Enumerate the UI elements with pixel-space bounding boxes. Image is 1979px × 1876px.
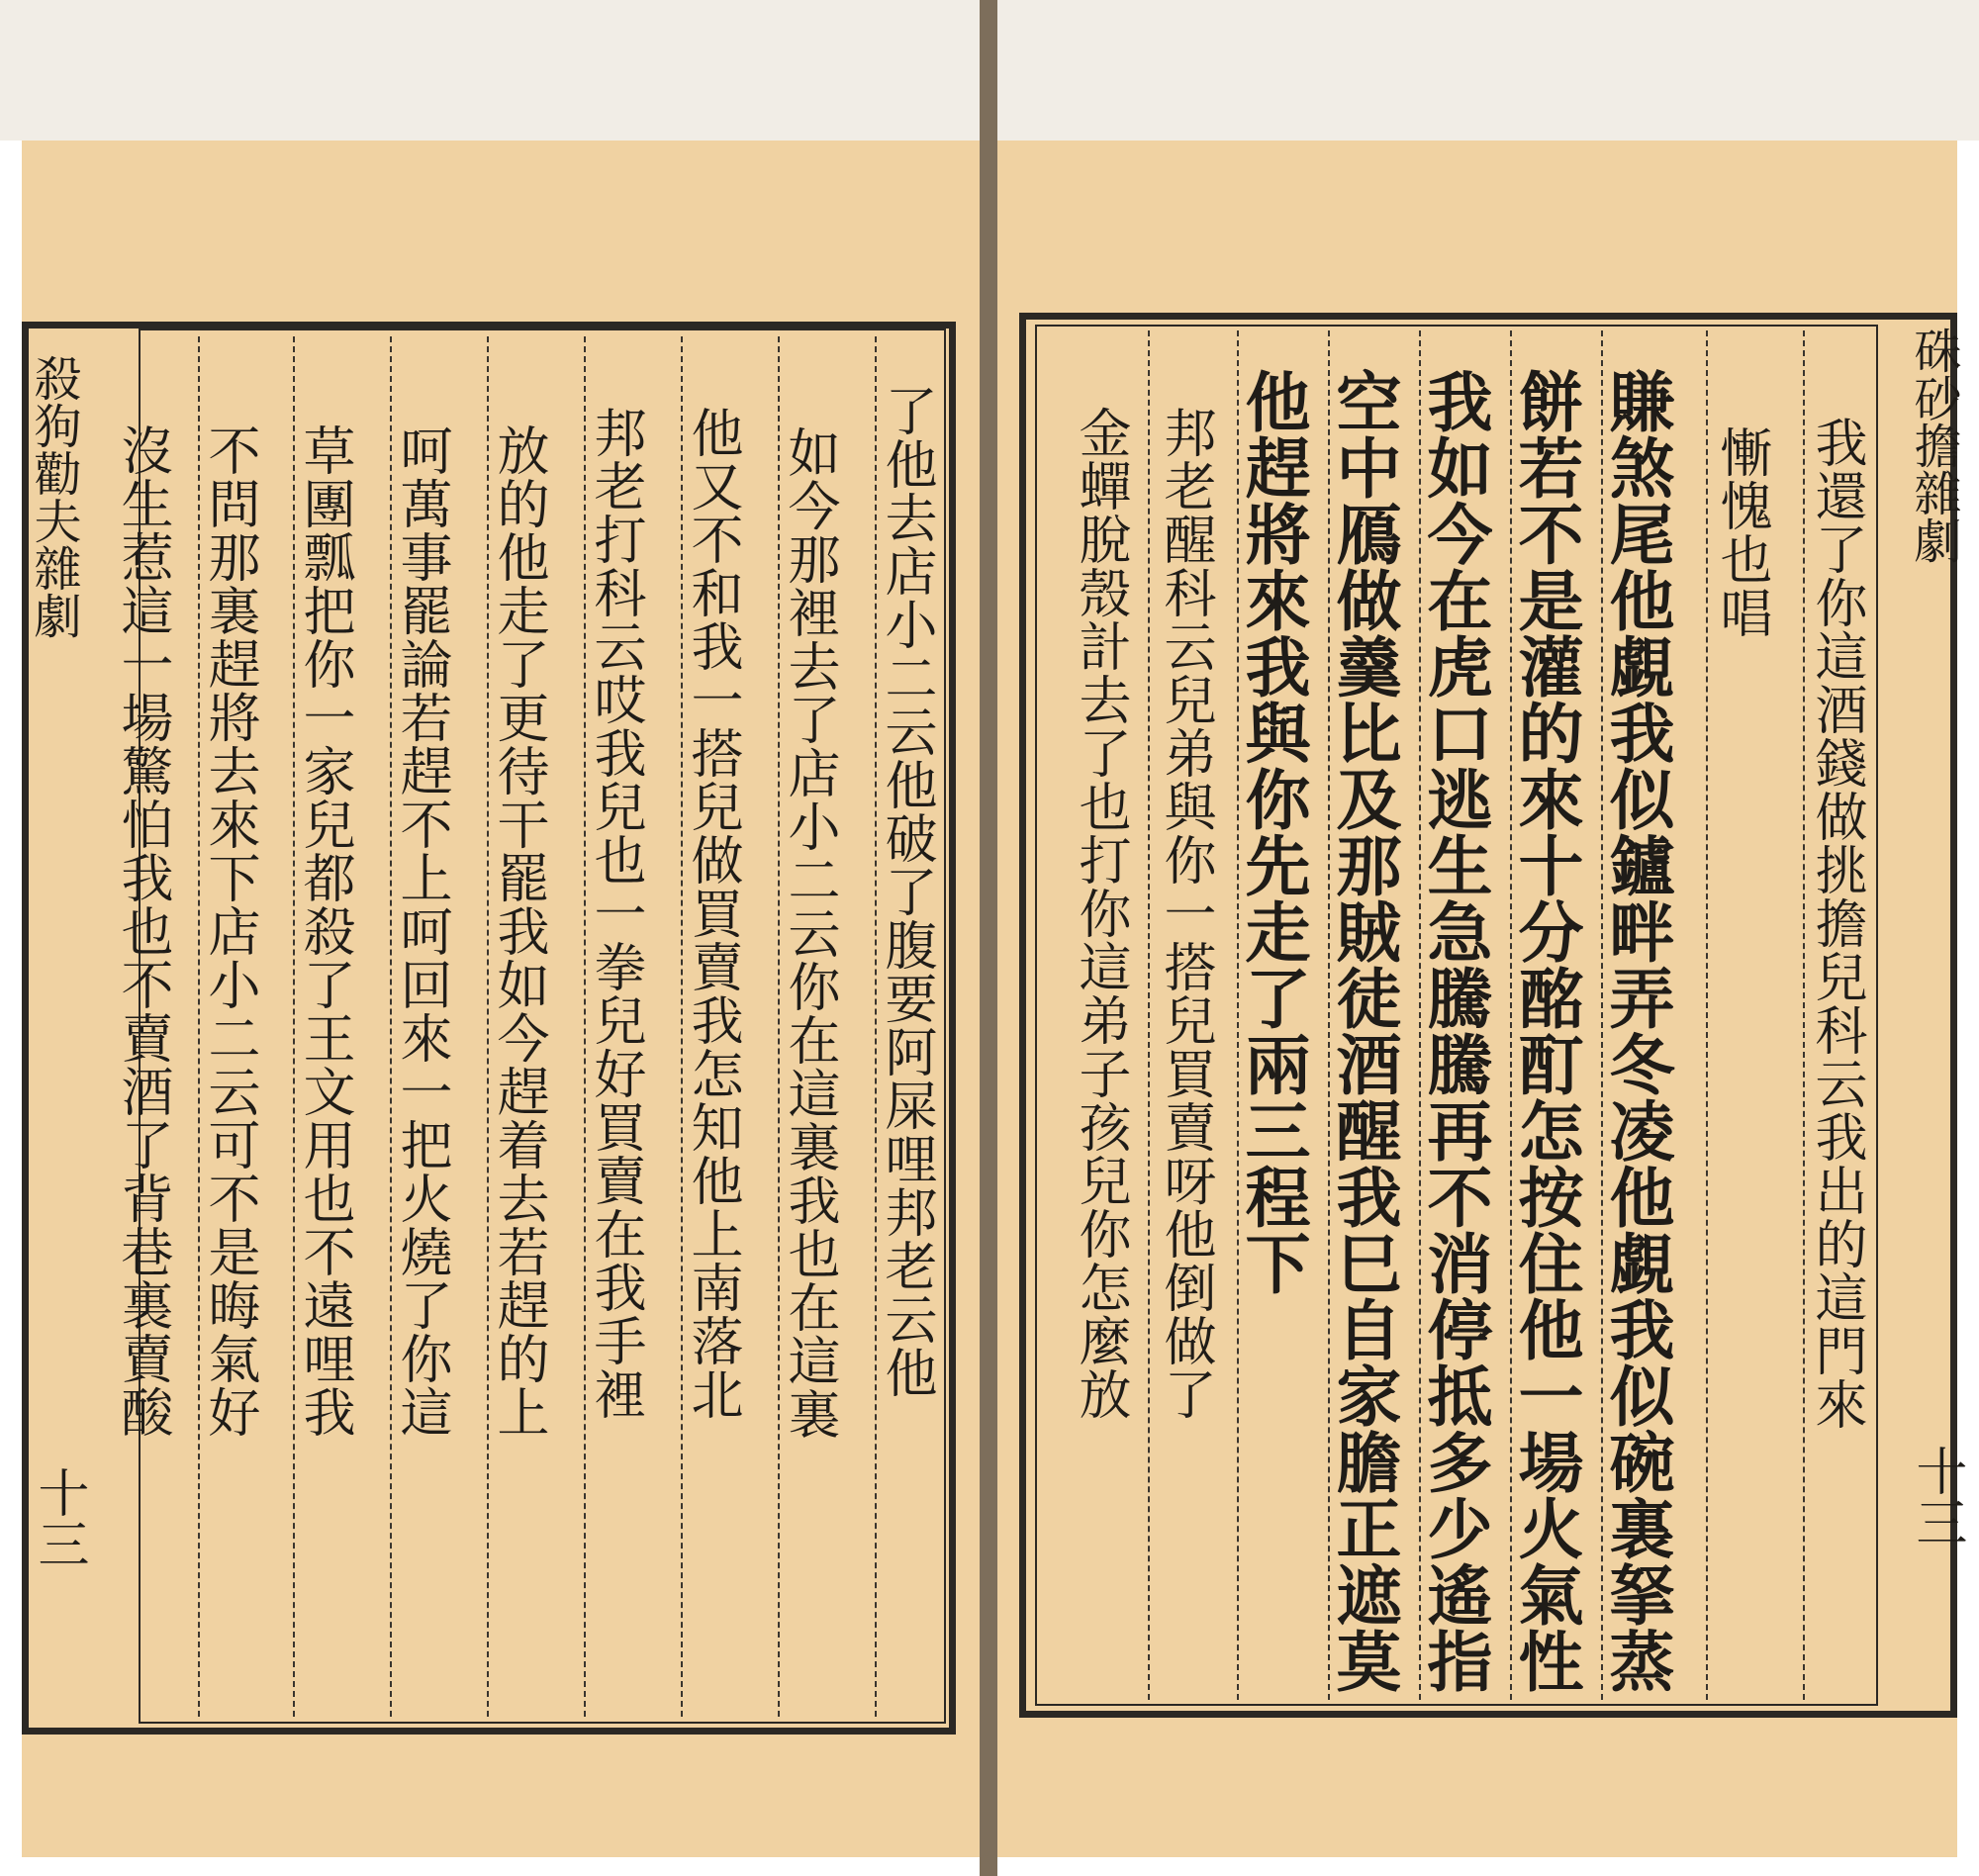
left-column-3: 他又不和我一搭兒做買賣我怎知他上南落北 — [683, 406, 743, 1421]
left-column-5: 放的他走了更待干罷我如今趕着去若趕的上 — [489, 423, 549, 1439]
right-column-first: 我還了你這酒錢做挑擔兒科云我出的這門來 — [1807, 416, 1867, 1431]
left-column-4: 邦老打科云哎我兒也一拳兒好買賣在我手裡 — [586, 406, 646, 1421]
left-column-1: 了他去店小二云他破了腹要阿屎哩邦老云他 — [877, 384, 937, 1399]
left-page-top-margin — [0, 0, 980, 141]
left-column-7: 草團瓢把你一家兒都殺了王文用也不遠哩我 — [295, 423, 355, 1439]
column-separator — [681, 336, 683, 1717]
left-column-6: 呵萬事罷論若趕不上呵回來一把火燒了你這 — [392, 423, 452, 1439]
column-separator — [1148, 330, 1150, 1700]
right-column-song-1: 賺煞尾他覷我似鑪畔弄冬凌他覷我似碗裏拏蒸 — [1598, 368, 1675, 1694]
left-fold-title: 殺狗勸夫雜劇 — [26, 354, 81, 639]
left-column-2: 如今那裡去了店小二云你在這裏我也在這裏 — [780, 425, 840, 1441]
right-column-end-2: 金蟬脫殼計去了也打你這弟子孩兒你怎麼放 — [1071, 406, 1131, 1421]
left-column-9: 沒生惹這一場驚怕我也不賣酒了背巷裏賣酸 — [113, 423, 173, 1439]
right-column-song-2: 餅若不是灌的來十分酩酊怎按住他一場火氣性 — [1507, 368, 1584, 1694]
left-column-8: 不問那裏趕將去來下店小二云可不是晦氣好 — [200, 423, 260, 1439]
right-page-top-margin — [997, 0, 1979, 141]
right-column-end-1: 邦老醒科云兒弟與你一搭兒買賣呀他倒做了 — [1156, 406, 1216, 1421]
column-separator — [293, 336, 295, 1717]
column-separator — [1706, 330, 1708, 1700]
right-fold-title: 硃砂擔雜劇 — [1906, 327, 1961, 564]
right-column-second: 慚愧也唱 — [1712, 425, 1772, 639]
book-gutter — [980, 0, 997, 1876]
column-separator — [1510, 330, 1512, 1700]
column-separator — [584, 336, 586, 1717]
column-separator — [198, 336, 200, 1717]
column-separator — [487, 336, 489, 1717]
left-folio-number: 十三 — [29, 1466, 88, 1569]
right-column-song-4: 空中鴈做羹比及那賊徒酒醒我巳自家膽正遮莫 — [1325, 368, 1402, 1694]
column-separator — [390, 336, 392, 1717]
right-column-song-3: 我如今在虎口逃生急騰騰再不消停抵多少遙指 — [1416, 368, 1493, 1694]
right-column-song-5: 他趕將來我與你先走了兩三程下 — [1234, 368, 1311, 1296]
column-separator — [1803, 330, 1805, 1700]
column-separator — [778, 336, 780, 1717]
column-separator — [1237, 330, 1239, 1700]
column-separator — [1328, 330, 1330, 1700]
column-separator — [1419, 330, 1421, 1700]
column-separator — [875, 336, 877, 1717]
right-folio-number: 十三 — [1907, 1445, 1966, 1548]
column-separator — [1601, 330, 1603, 1700]
